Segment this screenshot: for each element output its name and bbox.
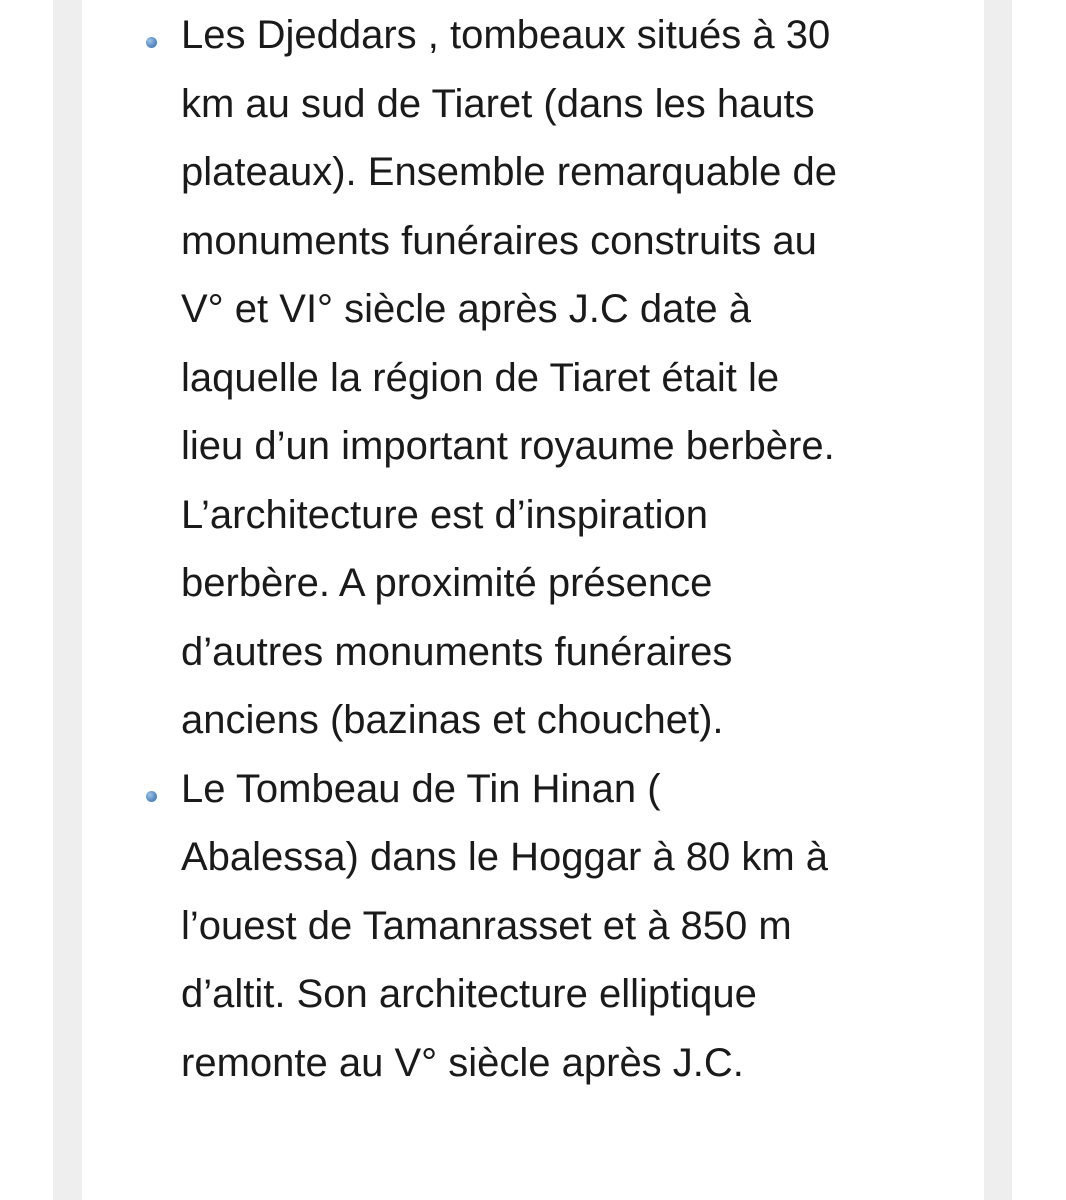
- list-item-text: Le Tombeau de Tin Hinan ( Abalessa) dans le Hoggar à 80 km à l’ouest de Tamanrasset et à 850 m d’altit. Son architecture elliptique remonte au V° siècle après J.C.: [181, 766, 829, 1085]
- list-item: [82, 755, 984, 1098]
- list-item: [82, 1, 984, 755]
- bullet-dot-icon: [146, 791, 157, 802]
- left-margin: [0, 0, 53, 1200]
- left-border-rail: [53, 0, 82, 1200]
- right-border-rail: [984, 0, 1012, 1200]
- bullet-dot-icon: [146, 37, 157, 48]
- bullet-list: [82, 0, 984, 1097]
- list-item-text: Les Djeddars , tombeaux situés à 30 km au sud de Tiaret (dans les hauts plateaux). Ensemble remarquable de monuments funéraires construits au V° et VI° siècle après J.C date à laquelle la région de Tiaret était le lieu d’un important royaume berbère. L’architecture est d’inspiration berbère. A proximité présence d’autres monuments funéraires anciens (bazinas et chouchet).: [181, 13, 837, 742]
- right-margin: [1012, 0, 1066, 1200]
- content-area: [82, 0, 984, 1200]
